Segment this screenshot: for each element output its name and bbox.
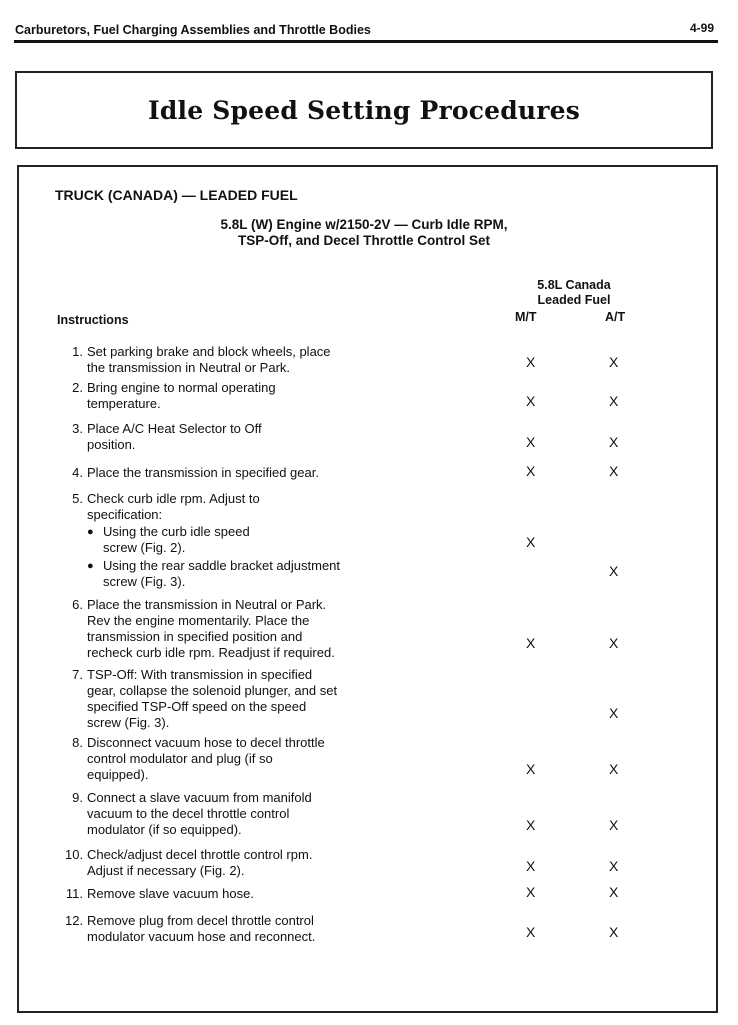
title-box [15, 71, 713, 149]
step-line: Place A/C Heat Selector to Off [87, 421, 262, 436]
step-line: modulator (if so equipped). [87, 822, 242, 837]
step-line: Remove plug from decel throttle control [87, 913, 314, 928]
step-line: Place the transmission in Neutral or Park. [87, 597, 327, 612]
step-text [87, 380, 387, 412]
step-8-mt-mark: X [526, 761, 536, 777]
bullet-icon: ● [87, 560, 94, 572]
step-line: specification: [87, 507, 163, 522]
subtitle-line: TSP-Off, and Decel Throttle Control Set [237, 233, 490, 248]
step-4-at-mark: X [609, 463, 619, 479]
step-line: temperature. [87, 396, 161, 411]
step-number: 1. [72, 344, 83, 359]
column-group-line: 5.8L Canada [537, 278, 611, 292]
step-number: 11. [65, 886, 83, 901]
subtitle-line: 5.8L (W) Engine w/2150-2V — Curb Idle RPM, [220, 217, 508, 232]
bullet-icon: ● [87, 526, 94, 538]
step-line: equipped). [87, 767, 149, 782]
section-title: TRUCK (CANADA) — LEADED FUEL [55, 187, 298, 203]
step-line: Connect a slave vacuum from manifold [87, 790, 312, 805]
step-number: 6. [72, 597, 83, 612]
column-group-line: Leaded Fuel [537, 293, 611, 307]
step-5-bullet-2-at-mark: X [609, 563, 619, 579]
column-group-header [509, 278, 639, 308]
step-line: Adjust if necessary (Fig. 2). [87, 863, 245, 878]
step-line: Bring engine to normal operating [87, 380, 276, 395]
step-7-at-mark: X [609, 705, 619, 721]
step-text [87, 597, 387, 661]
step-line: specified TSP-Off speed on the speed [87, 699, 307, 714]
step-number: 8. [72, 735, 83, 750]
step-text [87, 465, 387, 481]
step-number: 10. [65, 847, 84, 862]
bullet-item [87, 558, 417, 590]
at-column-header: A/T [605, 310, 626, 324]
procedure-box [17, 165, 718, 1013]
step-10-at-mark: X [609, 858, 619, 874]
step-number: 3. [72, 421, 83, 436]
step-1-at-mark: X [609, 354, 619, 370]
instructions-header: Instructions [57, 313, 129, 327]
step-line: Check/adjust decel throttle control rpm. [87, 847, 313, 862]
step-line: Place the transmission in specified gear. [87, 465, 319, 480]
page-number: 4-99 [689, 21, 714, 35]
step-text [87, 421, 387, 453]
mt-column-header: M/T [515, 310, 537, 324]
step-3-at-mark: X [609, 434, 619, 450]
step-9-at-mark: X [609, 817, 619, 833]
step-text [87, 790, 387, 838]
step-4-mt-mark: X [526, 463, 536, 479]
step-line: vacuum to the decel throttle control [87, 806, 290, 821]
bullet-line: screw (Fig. 3). [103, 574, 186, 589]
step-number: 2. [72, 380, 83, 395]
step-line: screw (Fig. 3). [87, 715, 170, 730]
step-number: 12. [65, 913, 84, 928]
page-title: Idle Speed Setting Procedures [147, 95, 581, 125]
bullet-line: Using the rear saddle bracket adjustment [103, 558, 341, 573]
bullet-line: screw (Fig. 2). [103, 540, 186, 555]
bullet-line: Using the curb idle speed [103, 524, 250, 539]
step-text [87, 491, 417, 590]
step-11-mt-mark: X [526, 884, 536, 900]
step-line: Set parking brake and block wheels, place [87, 344, 331, 359]
step-line: gear, collapse the solenoid plunger, and set [87, 683, 338, 698]
step-5-bullet-1-mt-mark: X [526, 534, 536, 550]
step-3-mt-mark: X [526, 434, 536, 450]
step-line: TSP-Off: With transmission in specified [87, 667, 313, 682]
step-line: control modulator and plug (if so [87, 751, 273, 766]
step-line: modulator vacuum hose and reconnect. [87, 929, 316, 944]
step-number: 4. [72, 465, 83, 480]
step-line: position. [87, 437, 136, 452]
step-line: Check curb idle rpm. Adjust to [87, 491, 260, 506]
step-text [87, 913, 387, 945]
step-6-mt-mark: X [526, 635, 536, 651]
step-text [87, 344, 387, 376]
step-1-mt-mark: X [526, 354, 536, 370]
step-2-at-mark: X [609, 393, 619, 409]
step-number: 5. [72, 491, 83, 506]
step-8-at-mark: X [609, 761, 619, 777]
step-line: Rev the engine momentarily. Place the [87, 613, 310, 628]
step-text [87, 886, 387, 902]
step-12-mt-mark: X [526, 924, 536, 940]
step-12-at-mark: X [609, 924, 619, 940]
step-line: recheck curb idle rpm. Readjust if required. [87, 645, 335, 660]
step-6-at-mark: X [609, 635, 619, 651]
step-line: the transmission in Neutral or Park. [87, 360, 291, 375]
step-9-mt-mark: X [526, 817, 536, 833]
step-line: Disconnect vacuum hose to decel throttle [87, 735, 325, 750]
step-11-at-mark: X [609, 884, 619, 900]
step-line: Remove slave vacuum hose. [87, 886, 254, 901]
step-number: 7. [72, 667, 83, 682]
bullet-item [87, 524, 417, 556]
step-number: 9. [72, 790, 83, 805]
step-2-mt-mark: X [526, 393, 536, 409]
step-text [87, 667, 387, 731]
step-10-mt-mark: X [526, 858, 536, 874]
step-line: transmission in specified position and [87, 629, 303, 644]
section-subtitle [169, 217, 559, 249]
step-text [87, 735, 387, 783]
step-text [87, 847, 387, 879]
page-header-title: Carburetors, Fuel Charging Assemblies and Throttle Bodies [15, 23, 371, 37]
header-rule [14, 40, 718, 43]
